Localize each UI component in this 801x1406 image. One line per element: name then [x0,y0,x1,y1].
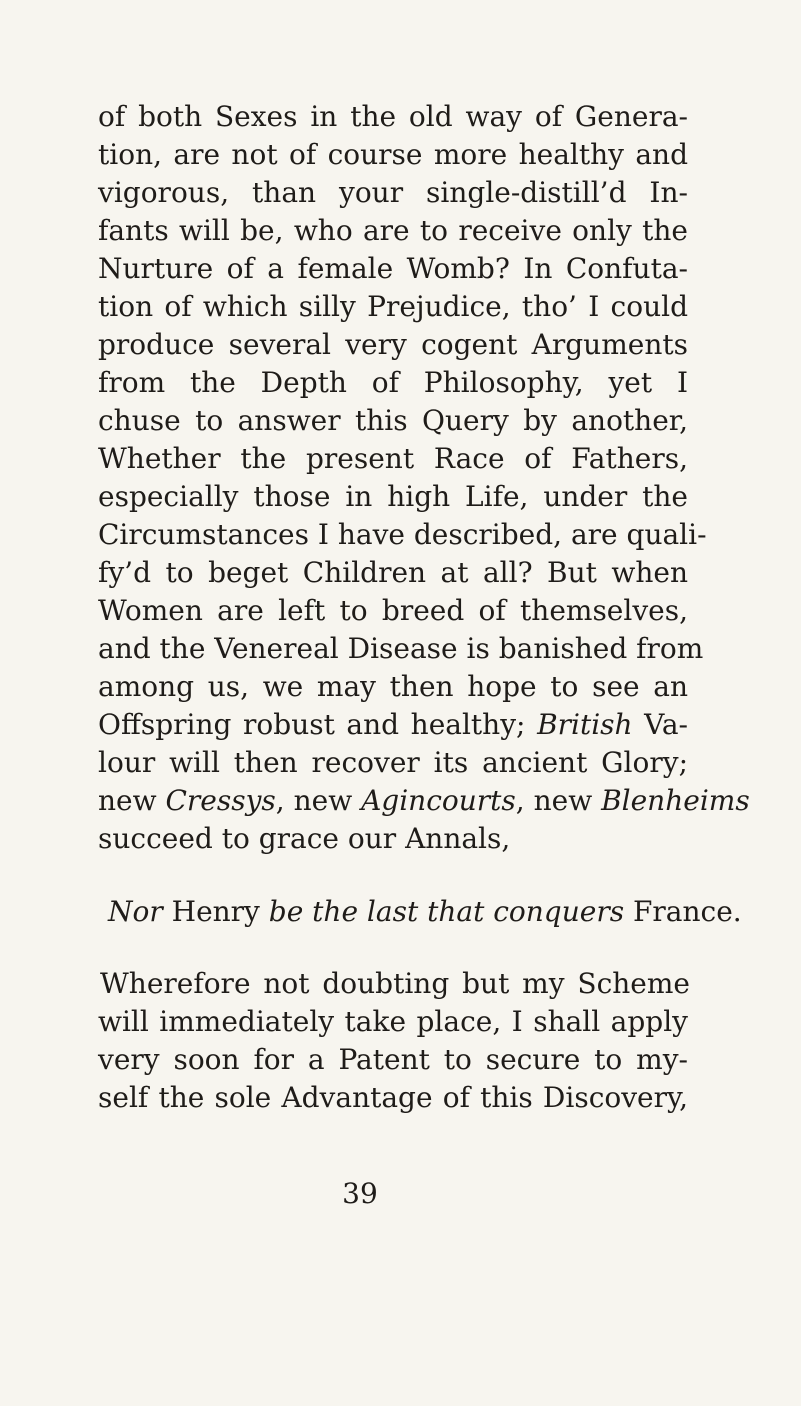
text-line [98,290,688,323]
italic-word: British [537,708,633,741]
text-line [98,1043,688,1076]
line-text: very soon for a Patent to secure to my- [98,1043,688,1076]
line-text: from the Depth of Philosophy, yet I [98,366,688,399]
text-line [98,442,688,475]
line-text: fy’d to beget Children at all? But when [98,556,688,589]
text-line [98,556,688,589]
quotation-line [108,895,742,928]
text-line [98,366,688,399]
line-text: tion, are not of course more healthy and [98,138,688,171]
text-line [100,967,690,1000]
quotation-text: France. [624,895,742,928]
line-text: Va- [632,708,688,741]
italic-place-name: Agincourts [361,784,516,817]
italic-place-name: Blenheims [601,784,750,817]
line-text: new [98,784,166,817]
text-line [98,252,688,285]
line-text: and the Venereal Disease is banished from [98,632,704,665]
line-text: lour will then recover its ancient Glory; [98,746,688,779]
line-text: Circumstances I have described, are quali- [98,518,707,551]
line-text: chuse to answer this Query by another, [98,404,688,437]
text-line [98,214,688,247]
line-text: especially those in high Life, under the [98,480,688,513]
text-line [98,1081,688,1114]
text-line [98,746,688,779]
line-text: will immediately take place, I shall apply [98,1005,688,1038]
line-text: succeed to grace our Annals, [98,822,511,855]
text-line [98,480,688,513]
text-line [98,822,688,855]
line-text: Women are left to breed of themselves, [98,594,688,627]
text-line [98,518,707,551]
line-text: vigorous, than your single-distill’d In- [98,176,688,209]
text-line [98,100,688,133]
line-text: tion of which silly Prejudice, tho’ I could [98,290,688,323]
line-text: among us, we may then hope to see an [98,670,688,703]
line-text: , new [515,784,602,817]
line-text: Nurture of a female Womb? In Confuta- [98,252,688,285]
line-text: fants will be, who are to receive only the [98,214,688,247]
line-text: self the sole Advantage of this Discovery, [98,1081,688,1114]
quotation-text: Henry [162,895,269,928]
text-line [98,784,750,817]
text-line [98,176,688,209]
text-line [98,404,688,437]
italic-place-name: Cressys [165,784,276,817]
text-line [98,632,704,665]
italic-word: Nor [108,895,163,928]
text-line [98,594,688,627]
page-number: 39 [342,1177,378,1210]
text-line [98,138,688,171]
text-line [98,670,688,703]
line-text: of both Sexes in the old way of Genera- [98,100,688,133]
line-text: produce several very cogent Arguments [98,328,688,361]
line-text: Offspring robust and healthy; [98,708,538,741]
text-line [98,328,688,361]
italic-phrase: be the last that conquers [268,895,625,928]
text-line [98,708,688,741]
line-text: , new [275,784,362,817]
line-text: Wherefore not doubting but my Scheme [100,967,690,1000]
text-line [98,1005,688,1038]
line-text: Whether the present Race of Fathers, [98,442,688,475]
